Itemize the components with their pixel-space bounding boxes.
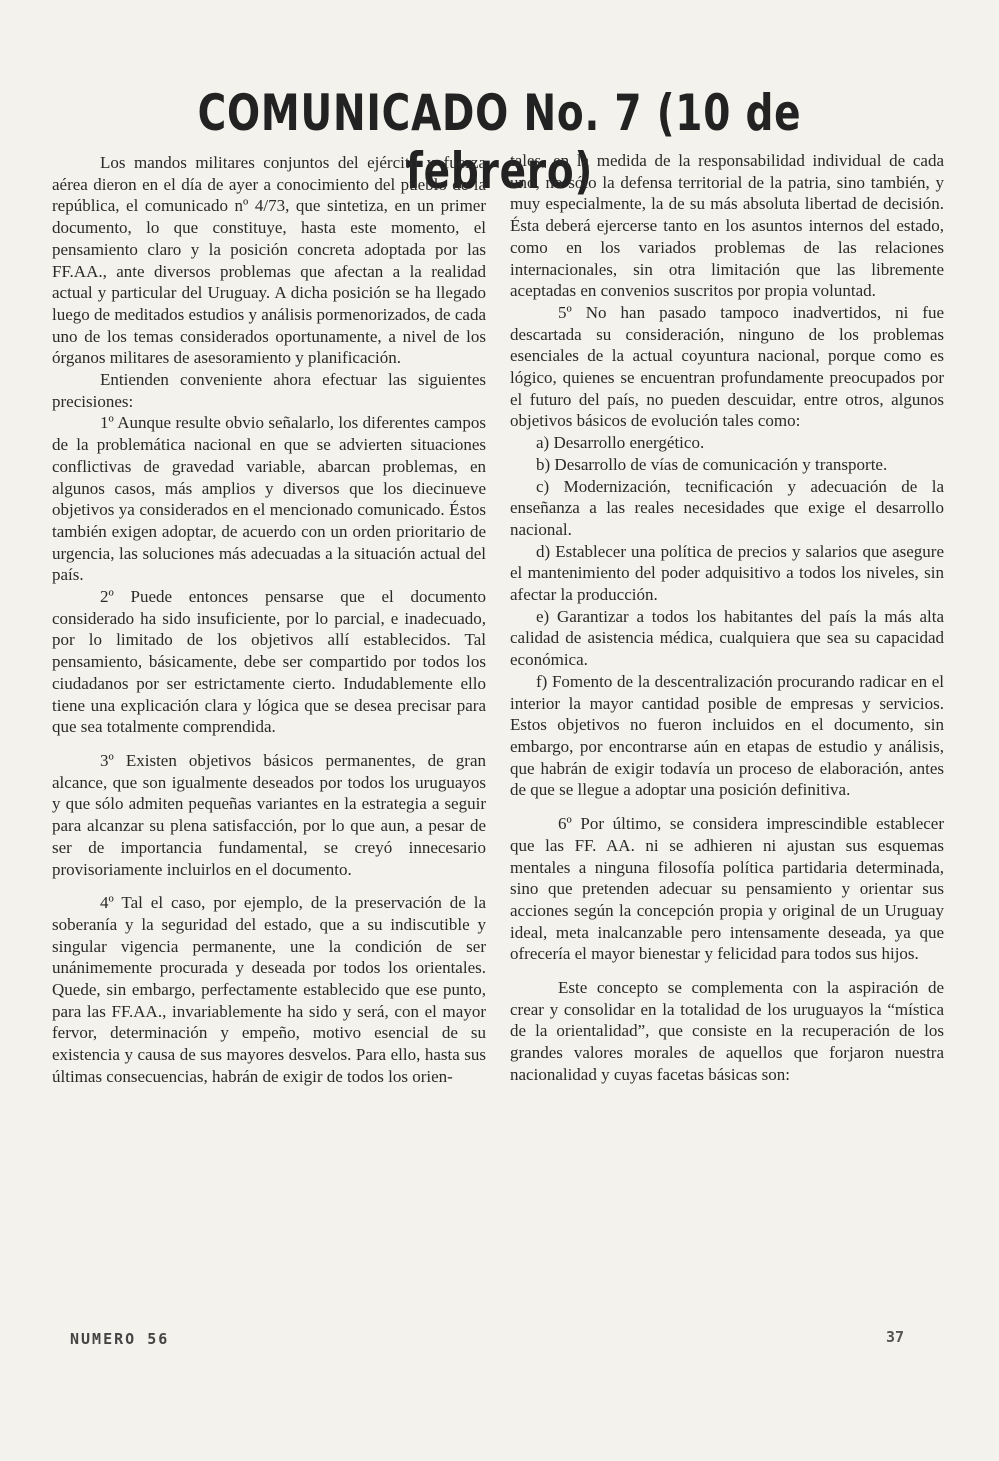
paragraph-point-2: 2º Puede entonces pensarse que el documento considerado ha sido insuficiente, por lo parcial, e inadecuado, por lo limitado de los objetivos allí establecidos. Tal pensamiento, básicamente, debe ser compartido por todos los ciudadanos por ser estrictamente cierto. Indudablemente ello tiene una explicación clara y lógica que se desea precisar para que sea totalmente comprendida. xyxy=(52,587,486,737)
list-item-e: e) Garantizar a todos los habitantes del país la más alta calidad de asistencia médica, cualquiera que sea su capacidad económica. xyxy=(510,606,944,670)
paragraph-intro: Los mandos militares conjuntos del ejército y fuerza aérea dieron en el día de ayer a conocimiento del pueblo de la república, el comunicado nº 4/73, que sintetiza, en un primer documento, lo que constituye, hasta este momento, el pensamiento claro y la posición concreta adoptada por las FF.AA., ante diversos problemas que afectan a la realidad actual y particular del Uruguay. A dicha posición se ha llegado luego de meditados estudios y análisis pormenorizados, de cada uno de los temas considerados oportunamente, a nivel de los órganos militares de asesoramiento y planificación. xyxy=(52,153,486,368)
right-column xyxy=(510,150,944,1086)
list-item-d: d) Establecer una política de precios y salarios que asegure el mantenimiento del poder adquisitivo a todos los niveles, sin afectar la producción. xyxy=(510,541,944,605)
paragraph-point-4-continued: tales, en la medida de la responsabilidad individual de cada uno, no sólo la defensa territorial de la patria, sino también, y muy especialmente, la de su más absoluta libertad de decisión. Ésta deberá ejercerse tanto en los asuntos internos del estado, como en los variados problemas de las relaciones internacionales, sin otra limitación que las libremente aceptadas en convenios suscritos por propia voluntad. xyxy=(510,151,944,301)
list-item-b: b) Desarrollo de vías de comunicación y transporte. xyxy=(536,454,888,474)
list-item-c: c) Modernización, tecnificación y adecuación de la enseñanza a las reales necesidades que exige el desarrollo nacional. xyxy=(510,476,944,539)
footer-issue-number: NUMERO 56 xyxy=(70,1330,170,1348)
paragraph-point-4: 4º Tal el caso, por ejemplo, de la preservación de la soberanía y la seguridad del estado, que a su indiscutible y singular vigencia permanente, une la condición de ser unánimemente procurada y deseada por todos los orientales. Quede, sin embargo, perfectamente establecido que ese punto, para las FF.AA., invariablemente ha sido y será, con el mayor fervor, determinación y empeño, motivo esencial de su existencia y causa de sus mayores desvelos. Para ello, hasta sus últimas consecuencias, habrán de exigir de todos los orien- xyxy=(52,893,486,1086)
paragraph-concept: Este concepto se complementa con la aspiración de crear y consolidar en la totalidad de los uruguayos la “mística de la orientalidad”, que consiste en la recuperación de los grandes valores morales de aquellos que forjaron nuestra nacionalidad y cuyas facetas básicas son: xyxy=(510,978,944,1084)
paragraph-precisiones: Entienden conveniente ahora efectuar las siguientes precisiones: xyxy=(52,370,486,411)
list-item-f: f) Fomento de la descentralización procurando radicar en el interior la mayor cantidad posible de empresas y servicios. Estos objetivos no fueron incluidos en el documento, sin embargo, por encontrarse aún en etapas de estudio y análisis, que habrán de exigir todavía un proceso de elaboración, antes de que se llegue a adoptar una posición definitiva. xyxy=(510,671,944,800)
footer-page-number: 37 xyxy=(886,1328,905,1346)
page-title: COMUNICADO No. 7 (10 de febrero) xyxy=(197,84,802,200)
left-column xyxy=(52,152,486,1088)
paragraph-point-1: 1º Aunque resulte obvio señalarlo, los diferentes campos de la problemática nacional en que se advierten situaciones conflictivas de gravedad variable, abarcan problemas, en algunos casos, más amplios y diversos que los diecinueve objetivos ya considerados en el mencionado comunicado. Éstos también exigen adoptar, de acuerdo con un orden prioritario de urgencia, las soluciones más adecuadas a la situación actual del país. xyxy=(52,413,486,585)
paragraph-point-5: 5º No han pasado tampoco inadvertidos, ni fue descartada su consideración, ninguno de los problemas esenciales de la actual coyuntura nacional, porque como es lógico, quienes se encuentran profundamente preocupados por el futuro del país, no pueden descuidar, entre otros, algunos objetivos básicos de evolución tales como: xyxy=(510,302,944,431)
list-item-a: a) Desarrollo energético. xyxy=(536,433,705,453)
paragraph-point-3: 3º Existen objetivos básicos permanentes, de gran alcance, que son igualmente deseados por todos los uruguayos y que sólo admiten pequeñas variantes en la estrategia a seguir para alcanzar su plena satisfacción, por lo que aun, a pesar de ser de importancia fundamental, se creyó innecesario provisoriamente incluirlos en el documento. xyxy=(52,750,486,879)
paragraph-point-6: 6º Por último, se considera imprescindible establecer que las FF. AA. ni se adhieren ni ajustan sus esquemas mentales a ninguna filosofía política partidaria determinada, sino que pretenden adecuar su pensamiento y orientar sus acciones según la concepción propia y original de un Uruguay ideal, meta inalcanzable pero intensamente deseada, ya que ofrecería el mayor bienestar y felicidad para todos sus hijos. xyxy=(510,814,944,964)
